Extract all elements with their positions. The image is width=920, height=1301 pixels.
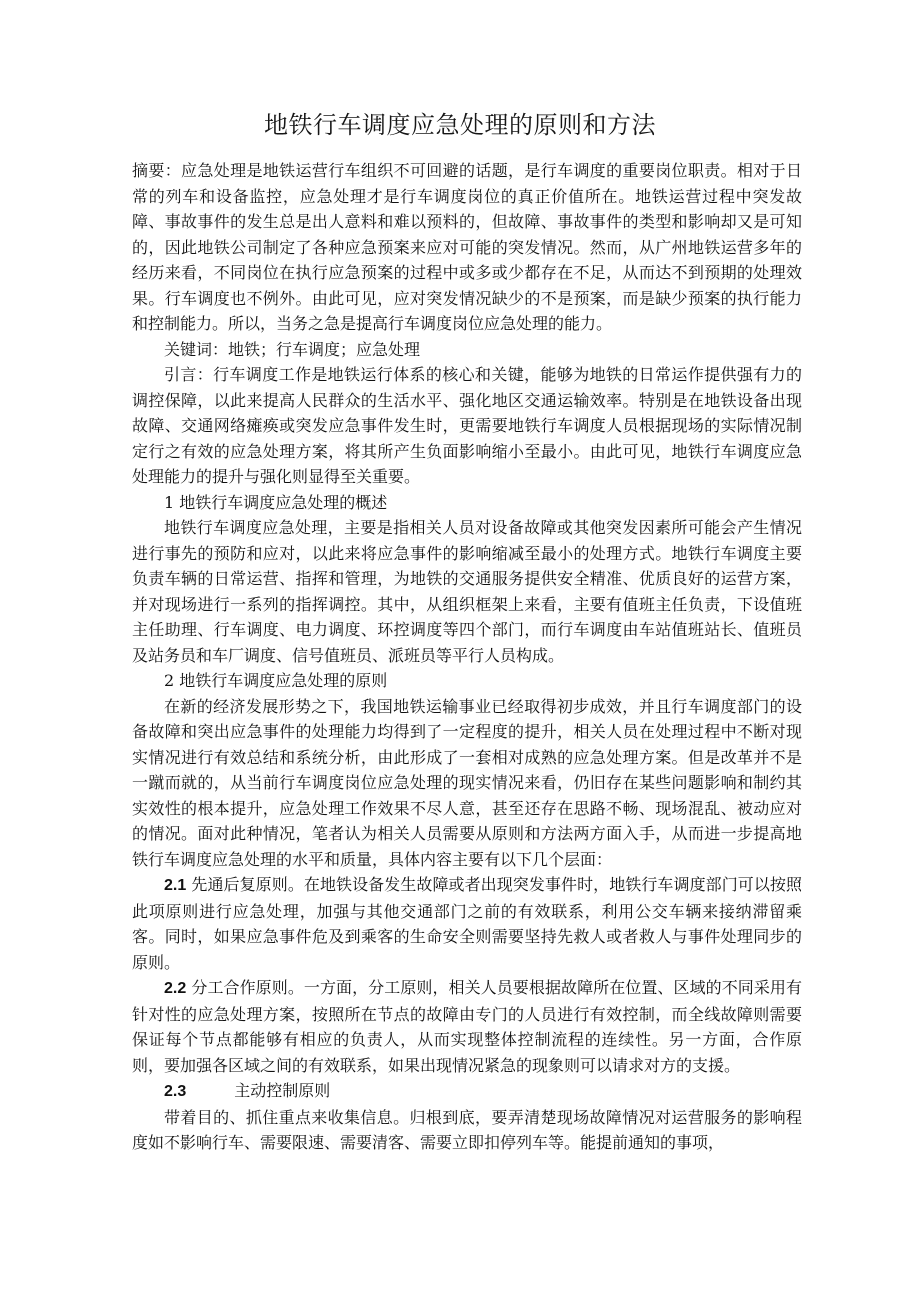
document-body	[132, 158, 802, 1156]
subsection-2-2-number: 2.2	[164, 980, 187, 997]
subsection-2-3-title: 主动控制原则	[234, 1081, 331, 1100]
subsection-2-1-number: 2.1	[164, 877, 187, 894]
keywords-line: 关键词：地铁；行车调度；应急处理	[164, 339, 421, 359]
abstract-paragraph: 摘要：应急处理是地铁运营行车组织不可回避的话题，是行车调度的重要岗位职责。相对于日常的列车和设备监控，应急处理才是行车调度岗位的真正价值所在。地铁运营过程中突发故障、事故事件的发生总是出人意料和难以预料的，但故障、事故事件的类型和影响却又是可知的，因此地铁公司制定了各种应急预案来应对可能的突发情况。然而，从广州地铁运营多年的经历来看，不同岗位在执行应急预案的过程中或多或少都存在不足，从而达不到预期的处理效果。行车调度也不例外。由此可见，应对突发情况缺少的不是预案，而是缺少预案的执行能力和控制能力。所以，当务之急是提高行车调度岗位应急处理的能力。	[132, 161, 802, 333]
section-2-heading: 2 地铁行车调度应急处理的原则	[164, 671, 388, 690]
subsection-2-3-paragraph: 带着目的、抓住重点来收集信息。归根到底，要弄清楚现场故障情况对运营服务的影响程度如不影响行车、需要限速、需要清客、需要立即扣停列车等。能提前通知的事项，	[132, 1107, 802, 1152]
section-1-paragraph: 地铁行车调度应急处理，主要是指相关人员对设备故障或其他突发因素所可能会产生情况进行事先的预防和应对，以此来将应急事件的影响缩减至最小的处理方式。地铁行车调度主要负责车辆的日常运营、指挥和管理，为地铁的交通服务提供安全精准、优质良好的运营方案，并对现场进行一系列的指挥调控。其中，从组织框架上来看，主要有值班主任负责，下设值班主任助理、行车调度、电力调度、环控调度等四个部门，而行车调度由车站值班站长、值班员及站务员和车厂调度、信号值班员、派班员等平行人员构成。	[132, 518, 802, 665]
subsection-2-2-text: 分工合作原则。一方面，分工原则，相关人员要根据故障所在位置、区域的不同采用有针对性的应急处理方案，按照所在节点的故障由专门的人员进行有效控制，而全线故障则需要保证每个节点都能够有相应的负责人，从而实现整体控制流程的连续性。另一方面，合作原则，要加强各区域之间的有效联系，如果出现情况紧急的现象则可以请求对方的支援。	[132, 978, 802, 1075]
section-1-heading: 1 地铁行车调度应急处理的概述	[164, 492, 388, 512]
subsection-2-3-heading	[132, 1078, 802, 1105]
subsection-2-3-number: 2.3	[164, 1083, 187, 1100]
subsection-2-1-paragraph	[132, 872, 802, 975]
section-2-paragraph: 在新的经济发展形势之下，我国地铁运输事业已经取得初步成效，并且行车调度部门的设备故障和突出应急事件的处理能力均得到了一定程度的提升，相关人员在处理过程中不断对现实情况进行有效总结和系统分析，由此形成了一套相对成熟的应急处理方案。但是改革并不是一蹴而就的，从当前行车调度岗位应急处理的现实情况来看，仍旧存在某些问题影响和制约其实效性的根本提升，应急处理工作效果不尽人意，甚至还存在思路不畅、现场混乱、被动应对的情况。面对此种情况，笔者认为相关人员需要从原则和方法两方面入手，从而进一步提高地铁行车调度应急处理的水平和质量，具体内容主要有以下几个层面：	[132, 696, 802, 869]
subsection-2-2-paragraph	[132, 975, 802, 1078]
subsection-2-1-text: 先通后复原则。在地铁设备发生故障或者出现突发事件时，地铁行车调度部门可以按照此项原则进行应急处理，加强与其他交通部门之前的有效联系，利用公交车辆来接纳滞留乘客。同时，如果应急事件危及到乘客的生命安全则需要坚持先救人或者救人与事件处理同步的原则。	[132, 875, 802, 972]
document-title: 地铁行车调度应急处理的原则和方法	[264, 111, 656, 139]
intro-paragraph: 引言：行车调度工作是地铁运行体系的核心和关键，能够为地铁的日常运作提供强有力的调控保障，以此来提高人民群众的生活水平、强化地区交通运输效率。特别是在地铁设备出现故障、交通网络瘫痪或突发应急事件发生时，更需要地铁行车调度人员根据现场的实际情况制定行之有效的应急处理方案，将其所产生负面影响缩小至最小。由此可见，地铁行车调度应急处理能力的提升与强化则显得至关重要。	[132, 365, 802, 486]
